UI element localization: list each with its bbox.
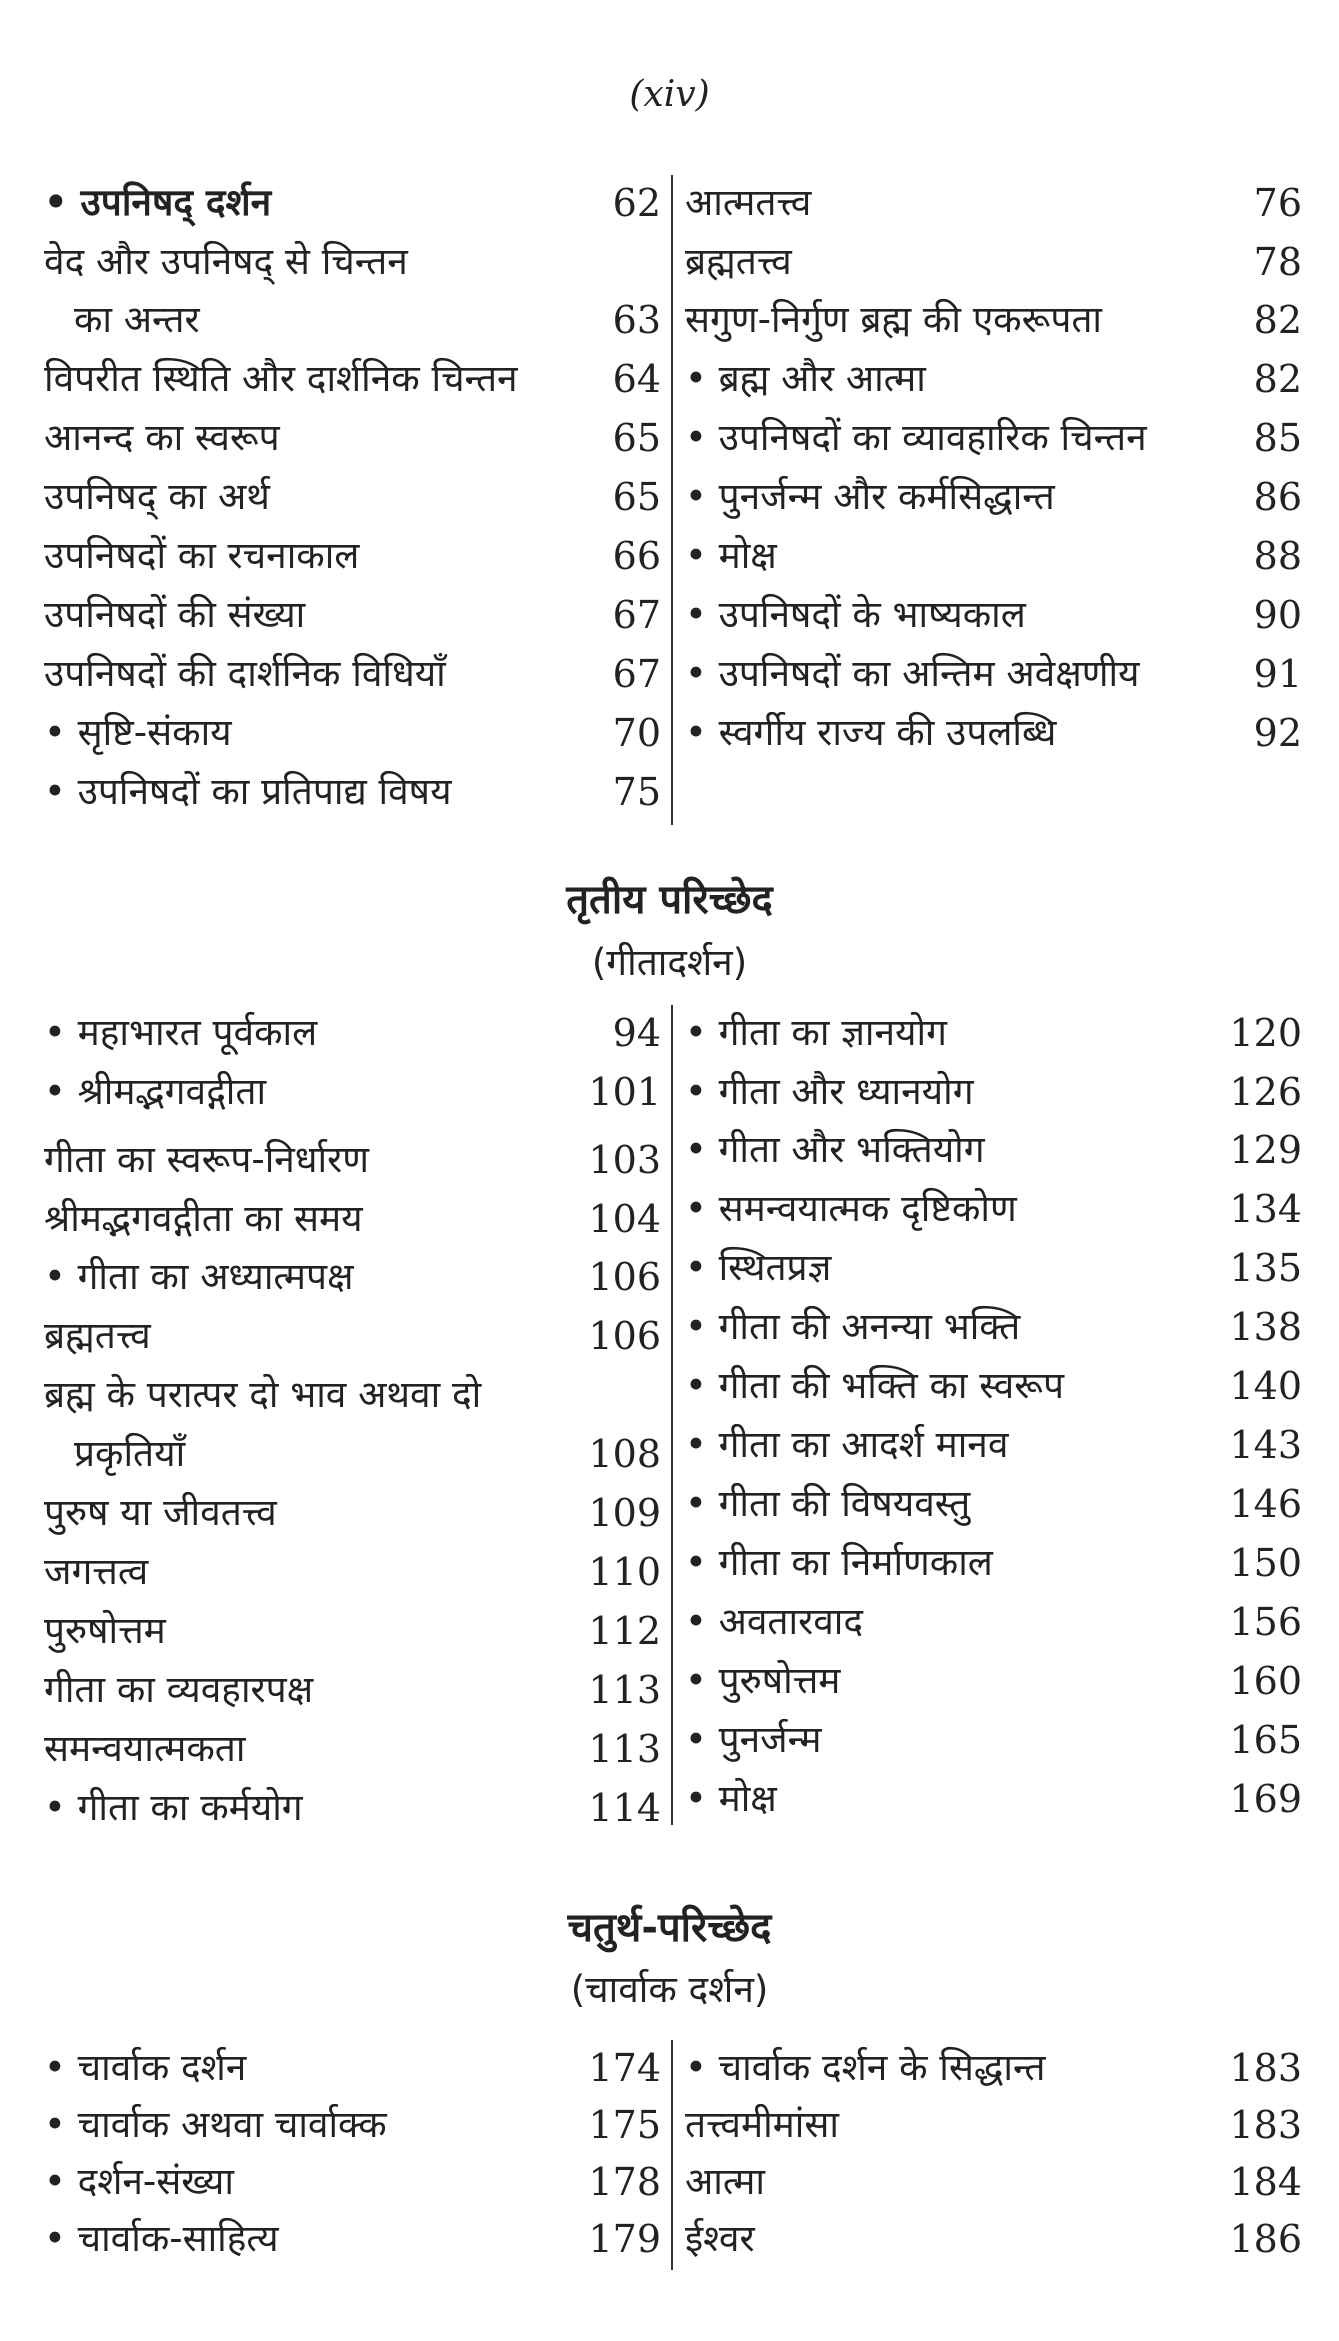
toc-entry-page: 109	[588, 1491, 661, 1535]
toc-entry	[685, 587, 1302, 643]
toc-entry	[685, 1771, 1302, 1827]
toc-entry-title: प्रकृतियाँ	[74, 1432, 186, 1475]
toc-entry	[685, 1476, 1302, 1532]
toc-entry	[685, 1005, 1302, 1061]
toc-entry	[44, 1603, 661, 1659]
toc-entry-page: 150	[1229, 1541, 1302, 1585]
page-number: (xiv)	[629, 74, 710, 115]
toc-entry	[44, 1191, 661, 1247]
toc-entry-page: 110	[588, 1550, 661, 1594]
toc-entry	[44, 587, 661, 643]
toc-entry-title: ब्रह्मतत्त्व	[685, 240, 792, 283]
toc-entry-title: • गीता की विषयवस्तु	[685, 1482, 971, 1525]
toc-entry-title: • मोक्ष	[685, 534, 777, 577]
column-divider	[671, 2040, 673, 2270]
toc-entry-page: 112	[588, 1609, 661, 1653]
toc-entry-title: • चार्वाक दर्शन	[44, 2046, 247, 2089]
toc-entry-title: • उपनिषदों का अन्तिम अवेक्षणीय	[685, 652, 1140, 695]
toc-entry-title: • गीता का कर्मयोग	[44, 1786, 303, 1829]
toc-entry-title: • चार्वाक-साहित्य	[44, 2217, 279, 2260]
toc-entry-title: • दर्शन-संख्या	[44, 2160, 234, 2203]
toc-entry-title: • स्वर्गीय राज्य की उपलब्धि	[685, 711, 1057, 754]
toc-entry	[685, 469, 1302, 525]
toc-entry	[44, 1721, 661, 1777]
toc-entry	[685, 410, 1302, 466]
toc-entry	[44, 2211, 661, 2267]
toc-entry	[685, 1594, 1302, 1650]
toc-entry	[44, 292, 661, 348]
toc-entry	[685, 1358, 1302, 1414]
toc-entry	[44, 528, 661, 584]
toc-entry-page: 140	[1229, 1364, 1302, 1408]
toc-entry-title: • गीता का अध्यात्मपक्ष	[44, 1255, 354, 1298]
toc-entry-page: 108	[588, 1432, 661, 1476]
toc-entry-page: 90	[1253, 593, 1302, 637]
toc-entry	[685, 2097, 1302, 2153]
toc-entry-page: 175	[588, 2103, 661, 2147]
toc-entry-title: • गीता का निर्माणकाल	[685, 1541, 993, 1584]
toc-entry-title: गीता का स्वरूप-निर्धारण	[44, 1138, 370, 1181]
toc-entry-page: 113	[588, 1668, 661, 1712]
toc-entry	[44, 1544, 661, 1600]
toc-entry-title: सगुण-निर्गुण ब्रह्म की एकरूपता	[685, 298, 1103, 341]
toc-entry-title: • सृष्टि-संकाय	[44, 711, 232, 754]
toc-entry	[685, 1712, 1302, 1768]
toc-entry-title: तत्त्वमीमांसा	[685, 2103, 839, 2146]
toc-entry-title: • समन्वयात्मक दृष्टिकोण	[685, 1187, 1017, 1230]
toc-entry-title: पुरुषोत्तम	[44, 1609, 166, 1652]
toc-entry-page: 113	[588, 1727, 661, 1771]
toc-entry-page: 146	[1229, 1482, 1302, 1526]
toc-entry-title: उपनिषदों की दार्शनिक विधियाँ	[44, 652, 446, 695]
toc-entry	[685, 351, 1302, 407]
column-divider	[671, 1005, 673, 1825]
toc-entry-page: 103	[588, 1138, 661, 1182]
toc-entry-page: 62	[612, 181, 661, 225]
toc-entry	[685, 175, 1302, 231]
toc-entry	[685, 1122, 1302, 1178]
toc-entry	[44, 1780, 661, 1836]
toc-entry-page: 76	[1253, 181, 1302, 225]
toc-entry-page: 179	[588, 2217, 661, 2261]
toc-entry-title: समन्वयात्मकता	[44, 1727, 246, 1770]
toc-entry-page: 91	[1253, 652, 1302, 696]
toc-entry-page: 178	[588, 2160, 661, 2204]
toc-entry-page: 143	[1229, 1423, 1302, 1467]
toc-entry	[44, 705, 661, 761]
toc-entry	[44, 1662, 661, 1718]
toc-entry-page: 106	[588, 1255, 661, 1299]
toc-entry	[685, 1653, 1302, 1709]
toc-entry-page: 65	[612, 475, 661, 519]
toc-entry	[44, 1367, 661, 1423]
toc-entry-title: जगत्तत्व	[44, 1550, 149, 1593]
toc-entry-title: विपरीत स्थिति और दार्शनिक चिन्तन	[44, 357, 518, 400]
toc-entry-page: 66	[612, 534, 661, 578]
toc-entry-page: 134	[1229, 1187, 1302, 1231]
column-divider	[671, 175, 673, 825]
toc-entry	[44, 1249, 661, 1305]
toc-entry-title: पुरुष या जीवतत्त्व	[44, 1491, 277, 1534]
toc-entry-title: • गीता का आदर्श मानव	[685, 1423, 1009, 1466]
toc-entry-title: ईश्वर	[685, 2217, 755, 2260]
toc-entry	[685, 1535, 1302, 1591]
toc-entry	[44, 1132, 661, 1188]
toc-entry	[685, 1064, 1302, 1120]
toc-entry-page: 88	[1253, 534, 1302, 578]
toc-entry-page: 138	[1229, 1305, 1302, 1349]
toc-entry-page: 129	[1229, 1128, 1302, 1172]
toc-entry-page: 101	[588, 1070, 661, 1114]
toc-entry-page: 85	[1253, 416, 1302, 460]
toc-entry-title: • उपनिषदों का प्रतिपाद्य विषय	[44, 770, 452, 813]
toc-entry-title: गीता का व्यवहारपक्ष	[44, 1668, 314, 1711]
toc-entry	[685, 2211, 1302, 2267]
toc-entry-page: 184	[1229, 2160, 1302, 2204]
toc-entry-title: ब्रह्म के परात्पर दो भाव अथवा दो	[44, 1373, 482, 1416]
section-heading: तृतीय परिच्छेद	[566, 877, 773, 923]
toc-entry-page: 120	[1229, 1011, 1302, 1055]
toc-entry-page: 63	[612, 298, 661, 342]
toc-entry-title: • गीता का ज्ञानयोग	[685, 1011, 947, 1054]
toc-entry-title: • गीता की भक्ति का स्वरूप	[685, 1364, 1064, 1407]
toc-entry-title: • मोक्ष	[685, 1777, 777, 1820]
toc-entry-page: 114	[588, 1786, 661, 1830]
toc-entry-page: 165	[1229, 1718, 1302, 1762]
toc-entry-title: वेद और उपनिषद् से चिन्तन	[44, 240, 408, 283]
toc-entry	[44, 175, 661, 231]
toc-entry	[685, 1299, 1302, 1355]
toc-entry-title: आत्मा	[685, 2160, 765, 2203]
toc-entry-page: 75	[612, 770, 661, 814]
toc-entry-title: • अवतारवाद	[685, 1600, 864, 1643]
section-subheading: (गीतादर्शन)	[591, 941, 748, 984]
toc-entry-page: 70	[612, 711, 661, 755]
toc-entry-page: 174	[588, 2046, 661, 2090]
toc-entry	[44, 764, 661, 820]
toc-entry-title: उपनिषदों की संख्या	[44, 593, 306, 636]
toc-entry-title: आत्मतत्त्व	[685, 181, 812, 224]
toc-entry-page: 67	[612, 652, 661, 696]
toc-entry	[44, 1064, 661, 1120]
toc-entry-title: • उपनिषदों के भाष्यकाल	[685, 593, 1026, 636]
toc-entry	[44, 234, 661, 290]
toc-entry-title: का अन्तर	[74, 298, 200, 341]
section-subheading: (चार्वाक दर्शन)	[570, 1968, 769, 2011]
toc-entry-title: • ब्रह्म और आत्मा	[685, 357, 926, 400]
toc-entry-page: 82	[1253, 357, 1302, 401]
toc-entry-page: 104	[588, 1197, 661, 1241]
toc-entry-title: • पुरुषोत्तम	[685, 1659, 841, 1702]
toc-entry	[685, 705, 1302, 761]
toc-entry-page: 67	[612, 593, 661, 637]
toc-entry	[685, 1240, 1302, 1296]
toc-entry-page: 183	[1229, 2046, 1302, 2090]
toc-entry-title: • उपनिषद् दर्शन	[44, 181, 272, 224]
toc-entry	[44, 2040, 661, 2096]
toc-entry	[44, 2097, 661, 2153]
toc-entry	[685, 646, 1302, 702]
toc-entry-title: • महाभारत पूर्वकाल	[44, 1011, 318, 1054]
toc-entry-title: श्रीमद्भगवद्गीता का समय	[44, 1197, 363, 1240]
toc-entry-title: • गीता और ध्यानयोग	[685, 1070, 974, 1113]
toc-entry	[44, 1005, 661, 1061]
toc-entry	[44, 351, 661, 407]
toc-entry	[685, 2040, 1302, 2096]
toc-entry-title: • गीता और भक्तियोग	[685, 1128, 985, 1171]
toc-entry-page: 92	[1253, 711, 1302, 755]
toc-entry-page: 65	[612, 416, 661, 460]
toc-entry-page: 156	[1229, 1600, 1302, 1644]
toc-entry	[44, 2154, 661, 2210]
toc-entry-title: • चार्वाक अथवा चार्वाक्क	[44, 2103, 387, 2146]
toc-entry-page: 78	[1253, 240, 1302, 284]
toc-entry	[685, 528, 1302, 584]
toc-entry	[44, 1426, 661, 1482]
toc-entry	[44, 1485, 661, 1541]
toc-entry-title: उपनिषदों का रचनाकाल	[44, 534, 360, 577]
toc-entry-title: आनन्द का स्वरूप	[44, 416, 280, 459]
toc-entry-title: • पुनर्जन्म	[685, 1718, 822, 1761]
toc-entry-title: उपनिषद् का अर्थ	[44, 475, 270, 518]
toc-entry	[44, 469, 661, 525]
toc-entry-title: • पुनर्जन्म और कर्मसिद्धान्त	[685, 475, 1055, 518]
toc-entry-title: • चार्वाक दर्शन के सिद्धान्त	[685, 2046, 1046, 2089]
toc-entry	[685, 2154, 1302, 2210]
toc-entry	[44, 646, 661, 702]
toc-entry-page: 183	[1229, 2103, 1302, 2147]
toc-entry-title: • गीता की अनन्या भक्ति	[685, 1305, 1021, 1348]
toc-entry	[685, 292, 1302, 348]
toc-entry-page: 106	[588, 1314, 661, 1358]
toc-entry-title: • स्थितप्रज्ञ	[685, 1246, 832, 1289]
toc-entry	[685, 234, 1302, 290]
toc-entry	[685, 1181, 1302, 1237]
toc-entry-page: 64	[612, 357, 661, 401]
toc-entry-page: 169	[1229, 1777, 1302, 1821]
toc-entry-page: 82	[1253, 298, 1302, 342]
toc-entry-page: 135	[1229, 1246, 1302, 1290]
section-heading: चतुर्थ-परिच्छेद	[567, 1905, 772, 1951]
toc-entry-page: 86	[1253, 475, 1302, 519]
toc-entry-title: • श्रीमद्भगवद्गीता	[44, 1070, 267, 1113]
toc-entry-page: 160	[1229, 1659, 1302, 1703]
toc-entry-page: 186	[1229, 2217, 1302, 2261]
toc-entry-title: ब्रह्मतत्त्व	[44, 1314, 151, 1357]
toc-entry	[685, 1417, 1302, 1473]
toc-entry	[44, 1308, 661, 1364]
toc-entry-title: • उपनिषदों का व्यावहारिक चिन्तन	[685, 416, 1147, 459]
toc-entry-page: 126	[1229, 1070, 1302, 1114]
toc-entry	[44, 410, 661, 466]
toc-entry-page: 94	[612, 1011, 661, 1055]
